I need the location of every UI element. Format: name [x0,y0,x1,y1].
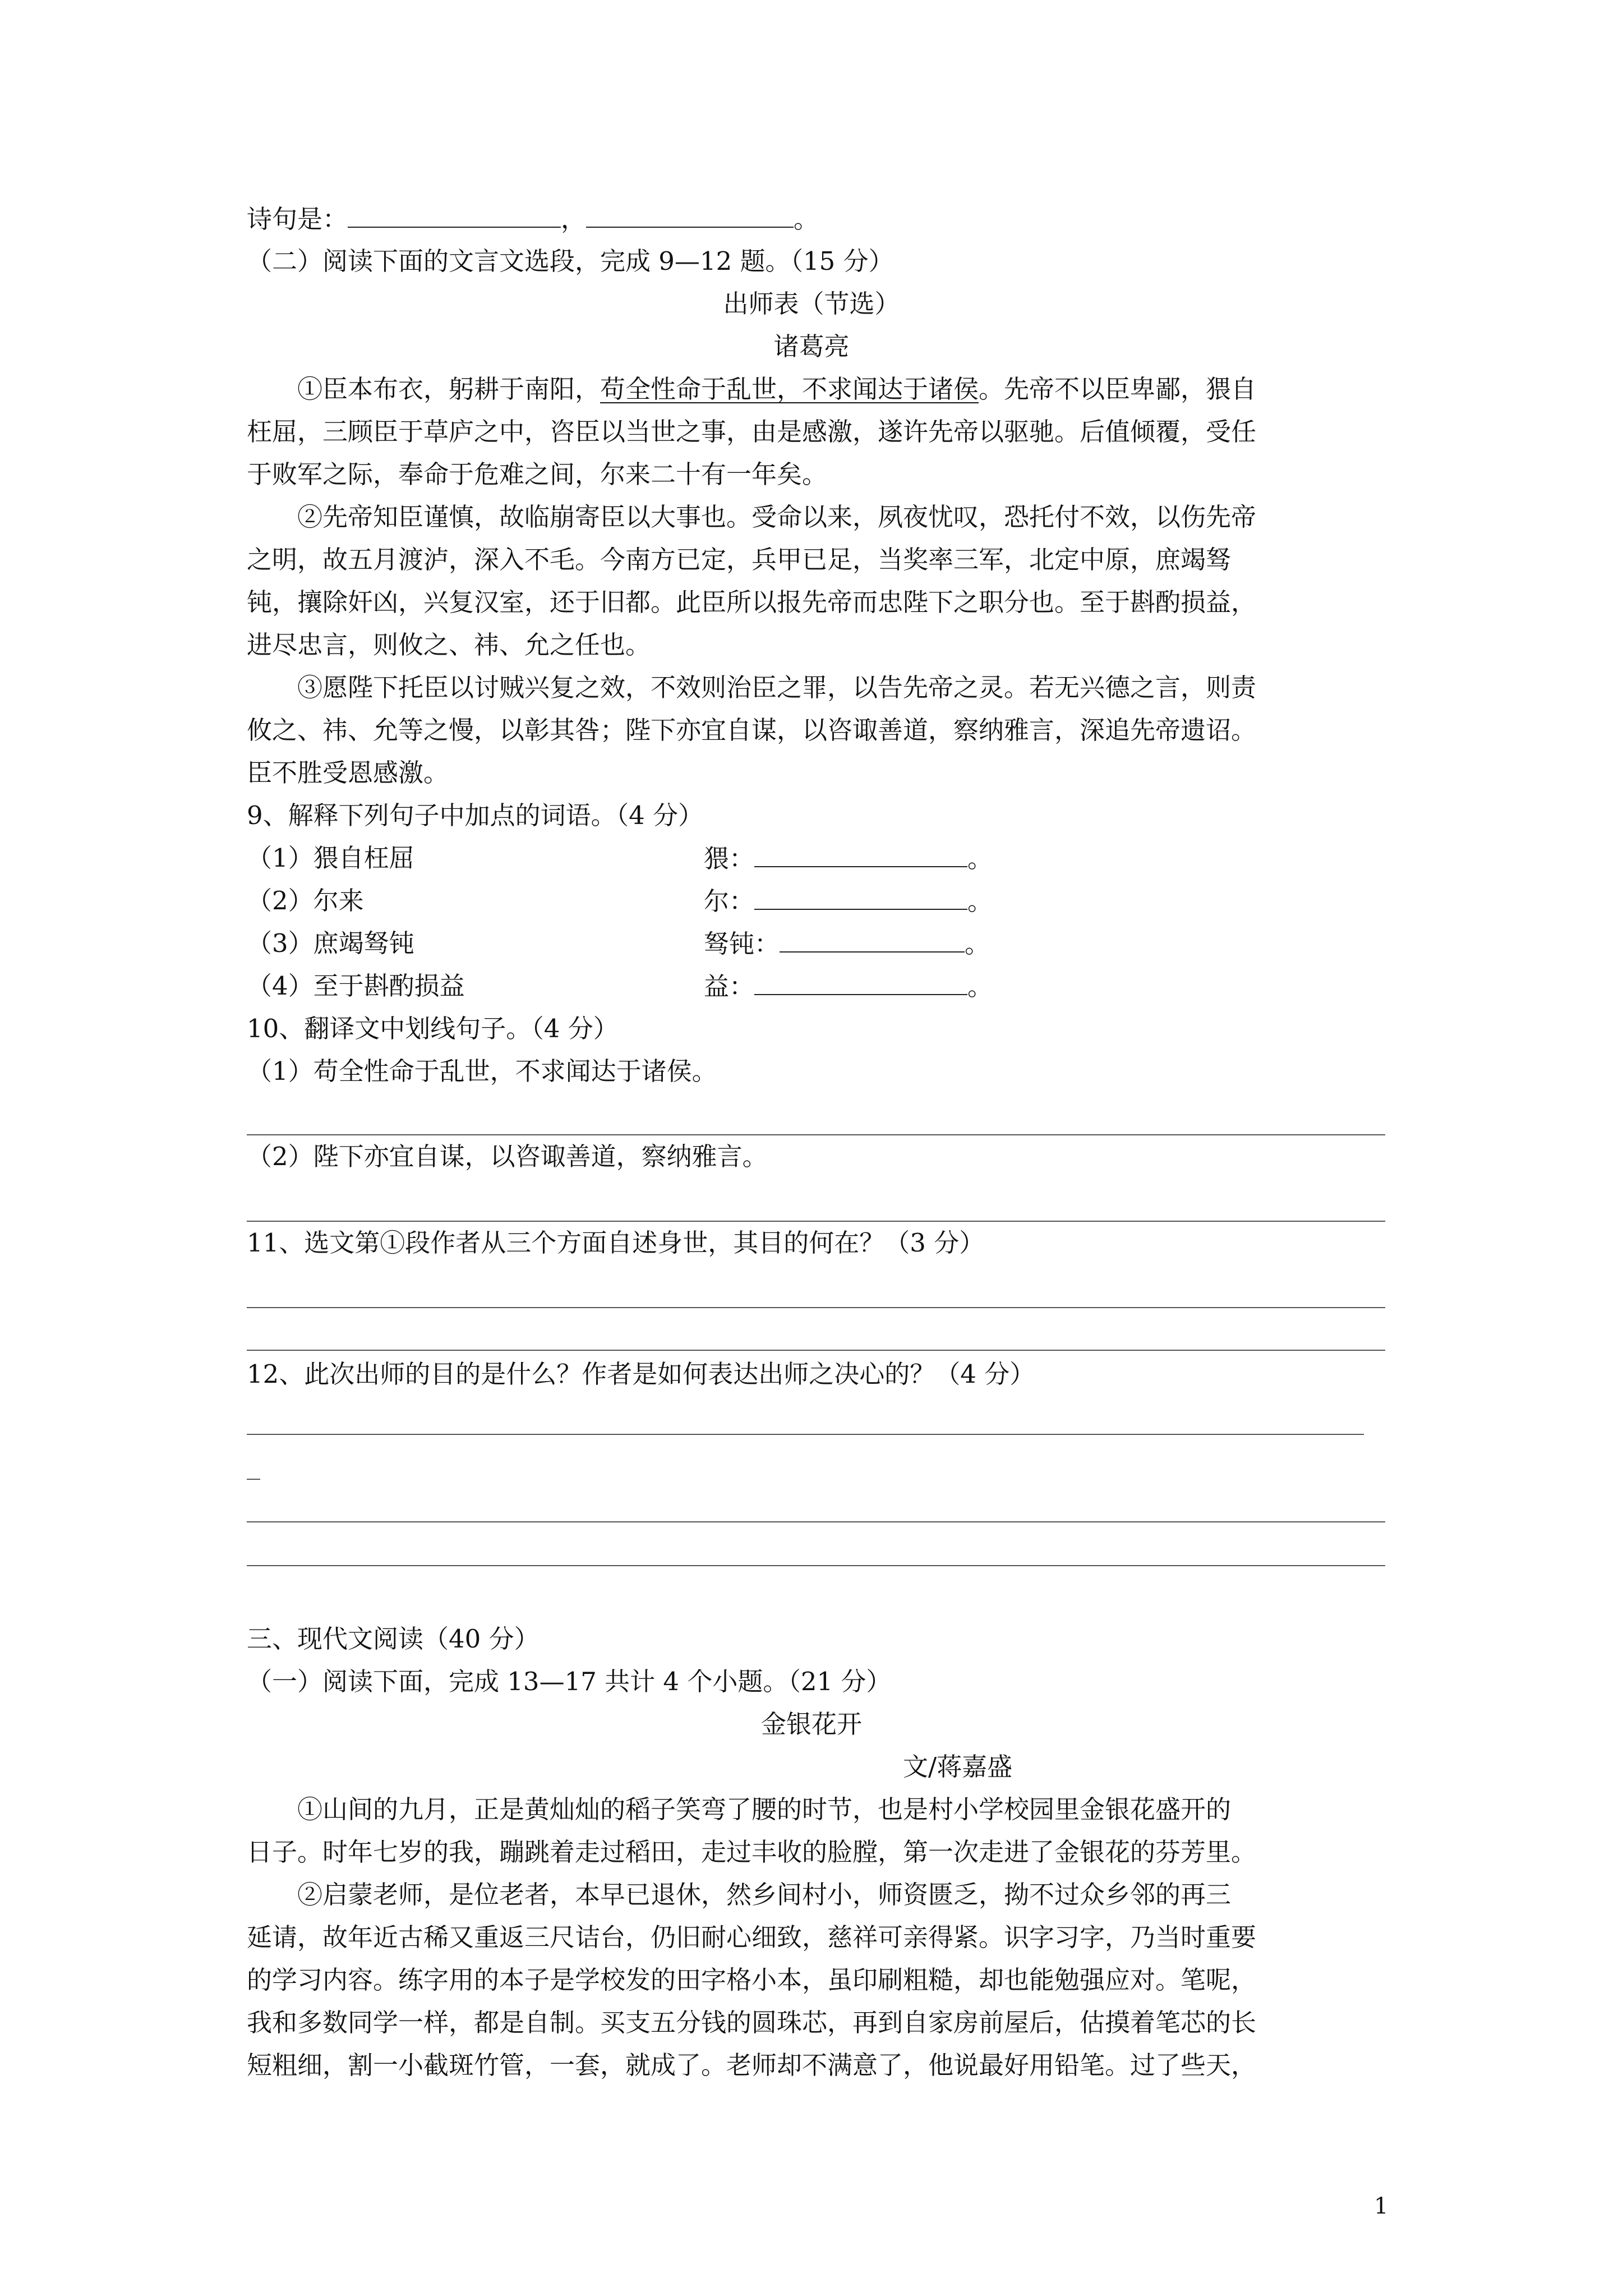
q9-answer-label: 驽钝： [704,929,780,959]
poem-fill-prefix: 诗句是： [247,204,348,234]
q9-item-3: （3）庶竭驽钝 [247,928,414,958]
q9-answer-label: 尔： [704,886,755,916]
classical-para-2-line-2: 之明，故五月渡泸，深入不毛。今南方已定，兵甲已足，当奖率三军，北定中原，庶竭驽 [247,545,1232,574]
poem-fill-period: 。 [794,204,819,234]
page-number: 1 [1374,2193,1389,2219]
q12-answer-line-stub [247,1479,260,1480]
modern-author: 文/蒋嘉盛 [903,1752,1013,1782]
poem-fill-line [247,202,819,236]
q9-blank-2[interactable] [754,884,967,910]
question-11: 11、选文第①段作者从三个方面自述身世，其目的何在？（3 分） [247,1228,985,1258]
modern-para-2-line-5: 短粗细，割一小截斑竹管，一套，就成了。老师却不满意了，他说最好用铅笔。过了些天， [247,2050,1257,2080]
q10-answer-line-1[interactable] [247,1134,1385,1135]
classical-para-3-line-2: 攸之、祎、允等之慢，以彰其咎；陛下亦宜自谋，以咨诹善道，察纳雅言，深追先帝遗诏。 [247,715,1257,745]
text-span: ①臣本布衣，躬耕于南阳， [297,374,601,404]
question-12: 12、此次出师的目的是什么？作者是如何表达出师之决心的？（4 分） [247,1359,1035,1389]
period: 。 [967,972,993,1001]
q9-blank-3[interactable] [780,927,965,953]
poem-blank-1[interactable] [348,202,561,228]
poem-blank-2[interactable] [586,202,794,228]
modern-title: 金银花开 [760,1709,862,1739]
modern-para-1-line-2: 日子。时年七岁的我，蹦跳着走过稻田，走过丰收的脸膛，第一次走进了金银花的芬芳里。 [247,1837,1257,1867]
modern-para-2-line-3: 的学习内容。练字用的本子是学校发的田字格小本，虽印刷粗糙，却也能勉强应对。笔呢， [247,1965,1257,1995]
poem-fill-comma: ， [561,204,587,234]
modern-para-1-line-1: ①山间的九月，正是黄灿灿的稻子笑弯了腰的时节，也是村小学校园里金银花盛开的 [297,1795,1232,1824]
q10-item-1: （1）苟全性命于乱世，不求闻达于诸侯。 [247,1056,717,1086]
q11-answer-line-1[interactable] [247,1307,1385,1308]
classical-para-3-line-3: 臣不胜受恩感激。 [247,758,449,788]
classical-para-3-line-1: ③愿陛下托臣以讨贼兴复之效，不效则治臣之罪，以告先帝之灵。若无兴德之言，则责 [297,673,1257,702]
q11-answer-line-2[interactable] [247,1350,1385,1351]
period: 。 [967,844,993,873]
q9-item-4: （4）至于斟酌损益 [247,971,465,1001]
modern-para-2-line-2: 延请，故年近古稀又重返三尺诘台，仍旧耐心细致，慈祥可亲得紧。识字习字，乃当时重要 [247,1922,1257,1952]
section-2-heading: （二）阅读下面的文言文选段，完成 9—12 题。（15 分） [247,246,894,276]
classical-para-2-line-3: 钝，攘除奸凶，兴复汉室，还于旧都。此臣所以报先帝而忠陛下之职分也。至于斟酌损益， [247,587,1257,617]
period: 。 [965,929,990,959]
q9-item-2: （2）尔来 [247,886,364,915]
modern-para-2-line-1: ②启蒙老师，是位老者，本早已退休，然乡间村小，师资匮乏，拗不过众乡邻的再三 [297,1880,1232,1910]
underlined-sentence-1: 苟全性命于乱世，不求闻达于诸侯 [600,374,979,404]
section-3-subheading: （一）阅读下面，完成 13—17 共计 4 个小题。（21 分） [247,1667,892,1696]
q12-answer-line-3[interactable] [247,1565,1385,1566]
q12-answer-line-1[interactable] [247,1434,1364,1435]
classical-para-2-line-4: 进尽忠言，则攸之、祎、允之任也。 [247,630,651,660]
q9-answer-4 [704,969,993,1004]
question-10: 10、翻译文中划线句子。（4 分） [247,1014,619,1043]
classical-author: 诸葛亮 [773,332,850,361]
classical-para-2-line-1: ②先帝知臣谨慎，故临崩寄臣以大事也。受命以来，夙夜忧叹，恐托付不效，以伤先帝 [297,502,1257,532]
modern-para-2-line-4: 我和多数同学一样，都是自制。买支五分钱的圆珠芯，再到自家房前屋后，估摸着笔芯的长 [247,2008,1257,2037]
q9-blank-1[interactable] [754,841,967,867]
classical-title: 出师表（节选） [723,289,900,319]
period: 。 [967,886,993,916]
q9-answer-label: 猥： [704,844,755,873]
q9-answer-2 [704,884,993,918]
section-3-heading: 三、现代文阅读（40 分） [247,1624,540,1654]
classical-para-1-line-1 [247,372,1256,406]
q9-answer-label: 益： [704,972,755,1001]
q9-blank-4[interactable] [754,969,967,995]
q10-answer-line-2[interactable] [247,1221,1385,1222]
text-span: 。先帝不以臣卑鄙，猥自 [979,374,1257,404]
q9-answer-3 [704,927,990,961]
classical-para-1-line-3: 于败军之际，奉命于危难之间，尔来二十有一年矣。 [247,459,828,489]
question-9: 9、解释下列句子中加点的词语。（4 分） [247,800,704,830]
classical-para-1-line-2: 枉屈，三顾臣于草庐之中，咨臣以当世之事，由是感激，遂许先帝以驱驰。后值倾覆，受任 [247,417,1257,447]
q9-answer-1 [704,841,993,876]
q10-item-2: （2）陛下亦宜自谋，以咨诹善道，察纳雅言。 [247,1142,768,1171]
q9-item-1: （1）猥自枉屈 [247,843,414,873]
q12-answer-line-2[interactable] [247,1521,1385,1522]
